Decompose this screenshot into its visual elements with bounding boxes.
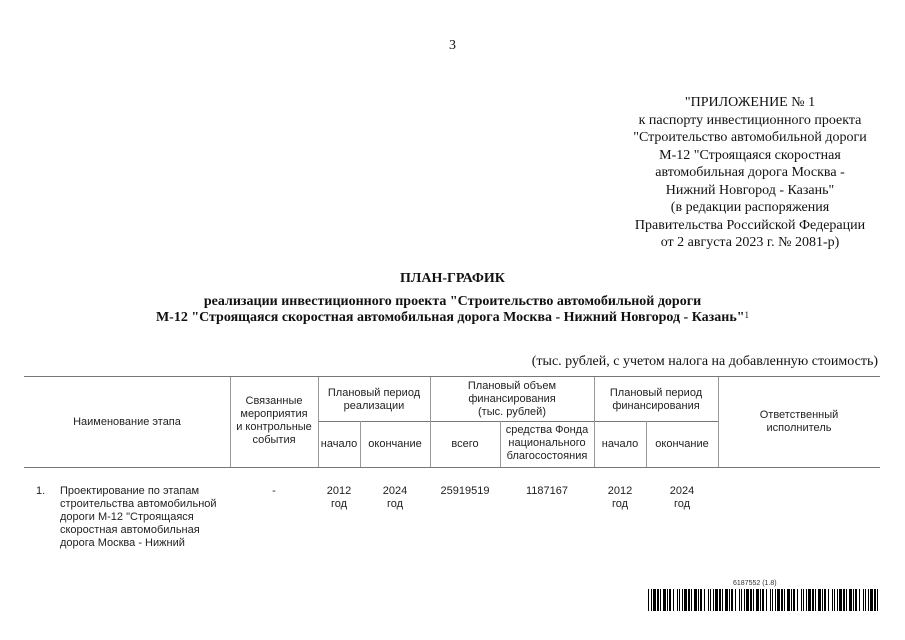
row-fin-end — [646, 485, 718, 511]
header-related-events — [230, 395, 318, 447]
footnote-mark: 1 — [744, 310, 750, 320]
barcode-bar — [713, 589, 714, 611]
header-text: благосостояния — [506, 450, 588, 462]
header-plan-period — [318, 387, 430, 413]
barcode-bar — [760, 589, 761, 611]
barcode-bar — [865, 589, 866, 611]
header-text: финансирования — [468, 393, 556, 405]
barcode-bar — [673, 589, 674, 611]
barcode-bar — [791, 589, 792, 611]
header-text: Ответственный — [759, 409, 839, 421]
appendix-line: Нижний Новгород - Казань" — [665, 182, 835, 198]
barcode-bar — [669, 589, 671, 611]
barcode-bar — [722, 589, 723, 611]
barcode-bar — [731, 589, 733, 611]
header-plan-volume — [430, 380, 594, 419]
barcode — [648, 589, 880, 611]
barcode-bar — [766, 589, 767, 611]
barcode-bar — [772, 589, 773, 611]
barcode-label: 6187552 (1.8) — [733, 580, 777, 587]
header-responsible — [718, 409, 880, 435]
subtitle-line-1: реализации инвестиционного проекта "Строительство автомобильной дороги — [203, 294, 702, 309]
barcode-bar — [849, 589, 852, 611]
barcode-bar — [801, 589, 802, 611]
barcode-bar — [818, 589, 821, 611]
barcode-bar — [837, 589, 838, 611]
header-text: Связанные — [245, 395, 303, 407]
stage-name-line: дороги М-12 "Строящаяся — [60, 511, 194, 523]
stage-name-line: строительства автомобильной — [60, 498, 217, 510]
page-number: 3 — [449, 38, 456, 53]
header-text: события — [252, 434, 296, 446]
barcode-bar — [870, 589, 873, 611]
barcode-bar — [710, 589, 711, 611]
row-fin-start — [594, 485, 646, 511]
barcode-bar — [781, 589, 783, 611]
barcode-bar — [822, 589, 823, 611]
barcode-bar — [691, 589, 692, 611]
barcode-bar — [708, 589, 709, 611]
appendix-line: (в редакции распоряжения — [670, 200, 830, 215]
header-plan-volume-total: всего — [451, 438, 479, 450]
header-fin-period — [594, 387, 718, 413]
row-number: 1. — [36, 485, 46, 497]
barcode-bar — [806, 589, 807, 611]
table-top-border — [24, 376, 880, 377]
header-text: Плановый период — [327, 387, 421, 399]
barcode-bar — [784, 589, 785, 611]
barcode-bar — [859, 589, 860, 611]
stage-name-line: дорога Москва - Нижний — [60, 537, 185, 549]
row-events: - — [272, 485, 276, 497]
barcode-bar — [679, 589, 680, 611]
header-text: мероприятия — [240, 408, 308, 420]
barcode-bar — [855, 589, 857, 611]
barcode-bar — [834, 589, 835, 611]
header-text: исполнитель — [766, 422, 832, 434]
appendix-line: к паспорту инвестиционного проекта — [638, 112, 862, 128]
stage-name-line: скоростная автомобильная — [60, 524, 200, 536]
header-text: реализации — [343, 400, 405, 412]
barcode-bar — [684, 589, 687, 611]
barcode-bar — [653, 589, 656, 611]
barcode-bar — [832, 589, 833, 611]
barcode-bar — [775, 589, 776, 611]
appendix-line: Правительства Российской Федерации — [634, 217, 866, 233]
barcode-bar — [877, 589, 878, 611]
barcode-bar — [863, 589, 864, 611]
appendix-line: автомобильная дорога Москва - — [655, 165, 845, 180]
units-note: (тыс. рублей, с учетом налога на добавленную стоимость) — [531, 354, 878, 369]
barcode-bar — [750, 589, 752, 611]
barcode-bar — [715, 589, 718, 611]
barcode-bar — [812, 589, 814, 611]
barcode-bar — [868, 589, 869, 611]
barcode-bar — [657, 589, 659, 611]
barcode-bar — [744, 589, 745, 611]
header-stage-name: Наименование этапа — [73, 416, 181, 428]
stage-name-line: Проектирование по этапам — [60, 485, 200, 497]
barcode-bar — [853, 589, 854, 611]
barcode-bar — [746, 589, 749, 611]
barcode-bar — [704, 589, 705, 611]
header-text: финансирования — [612, 400, 700, 412]
appendix-line: М-12 "Строящаяся скоростная — [659, 147, 841, 163]
barcode-bar — [793, 589, 795, 611]
barcode-bar — [688, 589, 690, 611]
barcode-bar — [682, 589, 683, 611]
header-fin-period-end: окончание — [655, 438, 709, 450]
barcode-bar — [828, 589, 829, 611]
barcode-bar — [843, 589, 845, 611]
row-fund: 1187167 — [525, 485, 568, 497]
barcode-bar — [797, 589, 798, 611]
header-text: и контрольные — [236, 421, 312, 433]
subheader-divider — [318, 421, 430, 422]
barcode-bar — [663, 589, 666, 611]
header-fin-period-start: начало — [601, 438, 639, 450]
subheader-divider — [430, 421, 594, 422]
barcode-bar — [648, 589, 649, 611]
year-value: 2012 — [326, 485, 352, 497]
appendix-line: от 2 августа 2023 г. № 2081-р) — [660, 235, 840, 250]
row-stage-name — [60, 485, 232, 550]
subheader-divider — [594, 421, 718, 422]
row-start — [318, 485, 360, 511]
header-text: национального — [508, 437, 586, 449]
barcode-bar — [735, 589, 736, 611]
table-header-bottom-border — [24, 467, 880, 468]
barcode-bar — [756, 589, 759, 611]
year-unit: год — [611, 498, 629, 510]
appendix-line: "Строительство автомобильной дороги — [633, 130, 867, 145]
barcode-bar — [651, 589, 652, 611]
barcode-bar — [741, 589, 742, 611]
year-unit: год — [386, 498, 404, 510]
barcode-bar — [762, 589, 764, 611]
barcode-bar — [677, 589, 678, 611]
barcode-bar — [700, 589, 702, 611]
year-value: 2024 — [669, 485, 695, 497]
barcode-bar — [667, 589, 668, 611]
barcode-bar — [770, 589, 771, 611]
subtitle-line-2: М-12 "Строящаяся скоростная автомобильная дорога Москва - Нижний Новгород - Казань" — [155, 310, 745, 325]
header-text: Плановый объем — [467, 380, 557, 392]
header-text: средства Фонда — [505, 424, 589, 436]
barcode-bar — [725, 589, 728, 611]
barcode-bar — [719, 589, 721, 611]
barcode-bar — [839, 589, 842, 611]
barcode-bar — [808, 589, 811, 611]
header-plan-volume-fund — [500, 424, 594, 463]
year-value: 2024 — [382, 485, 408, 497]
barcode-bar — [729, 589, 730, 611]
barcode-bar — [698, 589, 699, 611]
barcode-bar — [739, 589, 740, 611]
row-end — [360, 485, 430, 511]
barcode-bar — [777, 589, 780, 611]
barcode-bar — [874, 589, 876, 611]
header-text: (тыс. рублей) — [478, 406, 546, 418]
header-plan-period-end: окончание — [368, 438, 422, 450]
barcode-bar — [787, 589, 790, 611]
appendix-block — [600, 94, 900, 252]
barcode-bar — [824, 589, 826, 611]
barcode-bar — [803, 589, 804, 611]
year-unit: год — [330, 498, 348, 510]
year-value: 2012 — [607, 485, 633, 497]
barcode-bar — [815, 589, 816, 611]
barcode-bar — [694, 589, 697, 611]
appendix-line: "ПРИЛОЖЕНИЕ № 1 — [684, 95, 816, 110]
document-subtitle — [0, 294, 905, 326]
document-title: ПЛАН-ГРАФИК — [400, 271, 505, 286]
row-total: 25919519 — [440, 485, 490, 497]
barcode-bar — [753, 589, 754, 611]
barcode-bar — [846, 589, 847, 611]
header-text: Плановый период — [609, 387, 703, 399]
year-unit: год — [673, 498, 691, 510]
barcode-bar — [660, 589, 661, 611]
header-plan-period-start: начало — [320, 438, 358, 450]
